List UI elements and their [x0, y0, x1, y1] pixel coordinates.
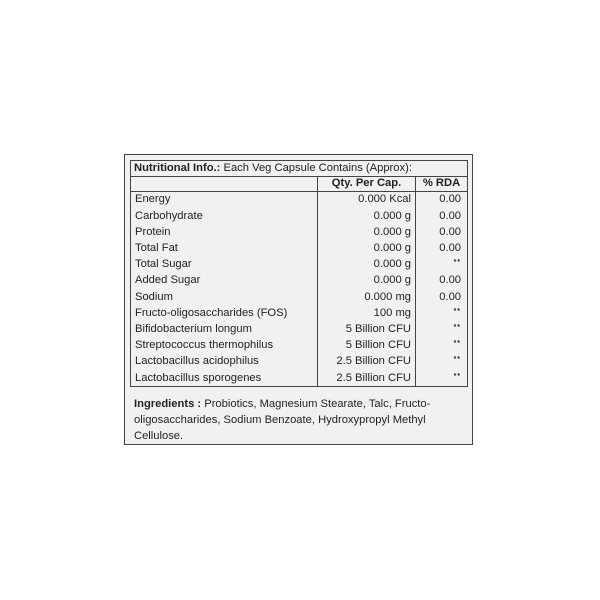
nutrient-rda-stars: ** [453, 323, 462, 331]
nutrient-qty: 5 Billion CFU [318, 338, 416, 354]
nutrient-name: Added Sugar [131, 273, 318, 289]
nutrient-name: Total Sugar [131, 257, 318, 273]
table-row [131, 305, 468, 321]
nutrient-rda: 0.00 [416, 241, 468, 257]
nutrient-name: Lactobacillus acidophilus [131, 354, 318, 370]
nutrient-qty: 5 Billion CFU [318, 322, 416, 338]
nutrient-rda: 0.00 [416, 192, 468, 209]
ingredients-list: Probiotics, Magnesium Stearate, Talc, Fructo-oligosaccharides, Sodium Benzoate, Hydroxypropyl Methyl Cellulose. [134, 398, 431, 442]
nutrient-rda-stars: ** [453, 340, 462, 348]
nutrient-rda: 0.00 [416, 289, 468, 305]
nutrient-name: Lactobacillus sporogenes [131, 370, 318, 387]
table-row [131, 322, 468, 338]
table-title [131, 161, 468, 177]
nutrition-label [124, 154, 473, 445]
nutrient-rda [416, 370, 468, 387]
nutrient-rda-stars: ** [453, 356, 462, 364]
nutrient-name: Total Fat [131, 241, 318, 257]
table-title-rest: Each Veg Capsule Contains (Approx): [220, 161, 412, 174]
nutrient-qty: 0.000 g [318, 257, 416, 273]
nutrient-name: Sodium [131, 289, 318, 305]
nutrient-qty: 0.000 mg [318, 289, 416, 305]
table-title-bold: Nutritional Info.: [134, 161, 221, 174]
header-blank [131, 177, 318, 192]
nutrient-qty: 2.5 Billion CFU [318, 370, 416, 387]
nutrient-rda-stars: ** [453, 259, 462, 267]
nutrient-rda-stars: ** [453, 307, 462, 315]
table-row [131, 289, 468, 305]
nutrient-qty: 2.5 Billion CFU [318, 354, 416, 370]
nutrient-name: Fructo-oligosaccharides (FOS) [131, 305, 318, 321]
table-row [131, 370, 468, 387]
nutrient-rda [416, 305, 468, 321]
nutrient-rda [416, 322, 468, 338]
nutrient-rda: 0.00 [416, 273, 468, 289]
ingredients-label: Ingredients : [134, 398, 202, 410]
nutrient-name: Energy [131, 192, 318, 209]
nutrient-qty: 0.000 g [318, 224, 416, 240]
nutrient-rda [416, 257, 468, 273]
table-row [131, 241, 468, 257]
table-row [131, 354, 468, 370]
header-rda: % RDA [416, 177, 468, 192]
table-row [131, 273, 468, 289]
ingredients-text [134, 396, 464, 444]
nutrient-rda [416, 354, 468, 370]
nutrient-name: Bifidobacterium longum [131, 322, 318, 338]
table-row [131, 192, 468, 209]
nutrient-rda: 0.00 [416, 208, 468, 224]
nutrient-rda [416, 338, 468, 354]
nutrient-rda: 0.00 [416, 224, 468, 240]
table-row [131, 208, 468, 224]
nutrition-table [130, 160, 468, 387]
nutrient-qty: 0.000 g [318, 273, 416, 289]
nutrient-name: Carbohydrate [131, 208, 318, 224]
header-qty: Qty. Per Cap. [318, 177, 416, 192]
table-row [131, 224, 468, 240]
nutrient-qty: 0.000 Kcal [318, 192, 416, 209]
nutrient-rows [131, 192, 468, 387]
table-row [131, 257, 468, 273]
nutrient-name: Streptococcus thermophilus [131, 338, 318, 354]
nutrient-qty: 0.000 g [318, 241, 416, 257]
table-row [131, 338, 468, 354]
nutrient-qty: 100 mg [318, 305, 416, 321]
nutrient-rda-stars: ** [453, 372, 462, 380]
nutrient-name: Protein [131, 224, 318, 240]
nutrient-qty: 0.000 g [318, 208, 416, 224]
